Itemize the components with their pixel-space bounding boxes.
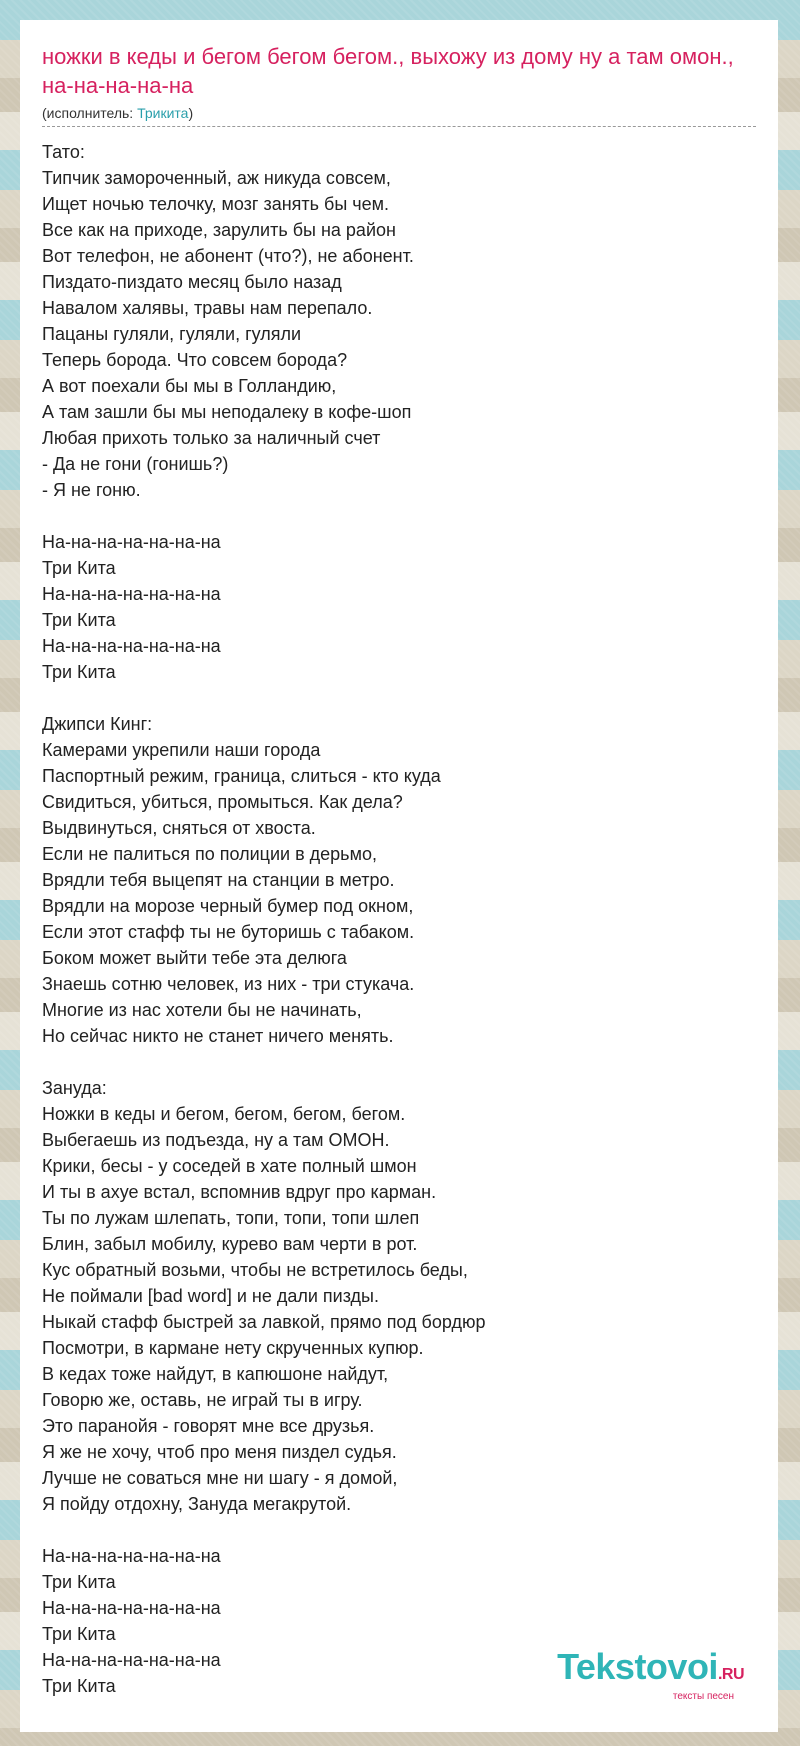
lyrics-line: На-на-на-на-на-на-на — [42, 584, 221, 604]
lyrics-line: Пацаны гуляли, гуляли, гуляли — [42, 324, 302, 344]
lyrics-blank-line — [42, 1517, 756, 1543]
lyrics-line: Блин, забыл мобилу, курево вам черти в рот. — [42, 1234, 418, 1254]
performer-suffix: ) — [188, 105, 194, 121]
lyrics-line: Три Кита — [42, 558, 116, 578]
lyrics-line: Многие из нас хотели бы не начинать, — [42, 1000, 362, 1020]
lyrics-line: Лучше не соваться мне ни шагу - я домой, — [42, 1468, 398, 1488]
lyrics-line: Вот телефон, не абонент (что?), не абонент. — [42, 246, 414, 266]
lyrics-line: Говорю же, оставь, не играй ты в игру. — [42, 1390, 363, 1410]
lyrics-line: Но сейчас никто не станет ничего менять. — [42, 1026, 394, 1046]
lyrics-line: - Я не гоню. — [42, 480, 141, 500]
logo-text: Tekstovoi — [557, 1646, 718, 1687]
performer-line — [42, 104, 756, 127]
lyrics-line: На-на-на-на-на-на-на — [42, 1598, 221, 1618]
logo-tld: .RU — [717, 1666, 744, 1683]
lyrics-line: Ныкай стафф быстрей за лавкой, прямо под бордюр — [42, 1312, 486, 1332]
lyrics-line: Выдвинуться, сняться от хвоста. — [42, 818, 316, 838]
lyrics-line: И ты в ахуе встал, вспомнив вдруг про карман. — [42, 1182, 437, 1202]
lyrics-line: В кедах тоже найдут, в капюшоне найдут, — [42, 1364, 389, 1384]
lyrics-card — [20, 20, 778, 1732]
lyrics-line: Ищет ночью телочку, мозг занять бы чем. — [42, 194, 390, 214]
performer-link[interactable]: Трикита — [137, 105, 189, 121]
lyrics-line: Ты по лужам шлепать, топи, топи, топи шлеп — [42, 1208, 420, 1228]
performer-prefix: (исполнитель: — [42, 105, 138, 121]
lyrics-blank-line — [42, 503, 756, 529]
lyrics-line: Это паранойя - говорят мне все друзья. — [42, 1416, 375, 1436]
lyrics-line: Знаешь сотню человек, из них - три стукача. — [42, 974, 415, 994]
lyrics-line: Крики, бесы - у соседей в хате полный шмон — [42, 1156, 417, 1176]
lyrics-line: Типчик замороченный, аж никуда совсем, — [42, 168, 391, 188]
lyrics-blank-line — [42, 1049, 756, 1075]
lyrics-line: Три Кита — [42, 662, 116, 682]
lyrics-line: Врядли на морозе черный бумер под окном, — [42, 896, 414, 916]
lyrics-line: Я же не хочу, чтоб про меня пиздел судья. — [42, 1442, 397, 1462]
lyrics-line: А вот поехали бы мы в Голландию, — [42, 376, 337, 396]
lyrics-line: Кус обратный возьми, чтобы не встретилось беды, — [42, 1260, 468, 1280]
lyrics-line: На-на-на-на-на-на-на — [42, 532, 221, 552]
lyrics-line: Тато: — [42, 142, 85, 162]
lyrics-line: - Да не гони (гонишь?) — [42, 454, 229, 474]
lyrics-line: Посмотри, в кармане нету скрученных купюр. — [42, 1338, 424, 1358]
lyrics-line: Паспортный режим, граница, слиться - кто куда — [42, 766, 441, 786]
lyrics-line: Зануда: — [42, 1078, 107, 1098]
lyrics-blank-line — [42, 685, 756, 711]
lyrics-line: Любая прихоть только за наличный счет — [42, 428, 381, 448]
lyrics-line: Пиздато-пиздато месяц было назад — [42, 272, 342, 292]
lyrics-line: На-на-на-на-на-на-на — [42, 1650, 221, 1670]
lyrics-line: Я пойду отдохну, Зануда мегакрутой. — [42, 1494, 352, 1514]
lyrics-line: Не поймали [bad word] и не дали пизды. — [42, 1286, 379, 1306]
lyrics-line: Свидиться, убиться, промыться. Как дела? — [42, 792, 403, 812]
lyrics-line: Три Кита — [42, 1624, 116, 1644]
lyrics-line: Навалом халявы, травы нам перепало. — [42, 298, 373, 318]
lyrics-line: Если не палиться по полиции в дерьмо, — [42, 844, 377, 864]
lyrics-line: Если этот стафф ты не буторишь с табаком. — [42, 922, 415, 942]
lyrics-line: Боком может выйти тебе эта делюга — [42, 948, 347, 968]
lyrics-line: А там зашли бы мы неподалеку в кофе-шоп — [42, 402, 412, 422]
lyrics-text — [42, 139, 756, 1699]
lyrics-line: Теперь борода. Что совсем борода? — [42, 350, 348, 370]
lyrics-line: На-на-на-на-на-на-на — [42, 1546, 221, 1566]
lyrics-line: Три Кита — [42, 1572, 116, 1592]
lyrics-line: Три Кита — [42, 1676, 116, 1696]
lyrics-line: Ножки в кеды и бегом, бегом, бегом, бегом. — [42, 1104, 406, 1124]
song-title: ножки в кеды и бегом бегом бегом., выхожу из дому ну а там омон., на-на-на-на-на — [42, 44, 734, 98]
lyrics-line: Три Кита — [42, 610, 116, 630]
site-logo[interactable] — [557, 1646, 744, 1702]
lyrics-line: Выбегаешь из подъезда, ну а там ОМОН. — [42, 1130, 390, 1150]
lyrics-line: Врядли тебя выцепят на станции в метро. — [42, 870, 395, 890]
lyrics-line: Камерами укрепили наши города — [42, 740, 321, 760]
logo-tagline: тексты песен — [672, 1691, 734, 1702]
lyrics-line: Джипси Кинг: — [42, 714, 153, 734]
lyrics-line: На-на-на-на-на-на-на — [42, 636, 221, 656]
lyrics-line: Все как на приходе, зарулить бы на район — [42, 220, 396, 240]
